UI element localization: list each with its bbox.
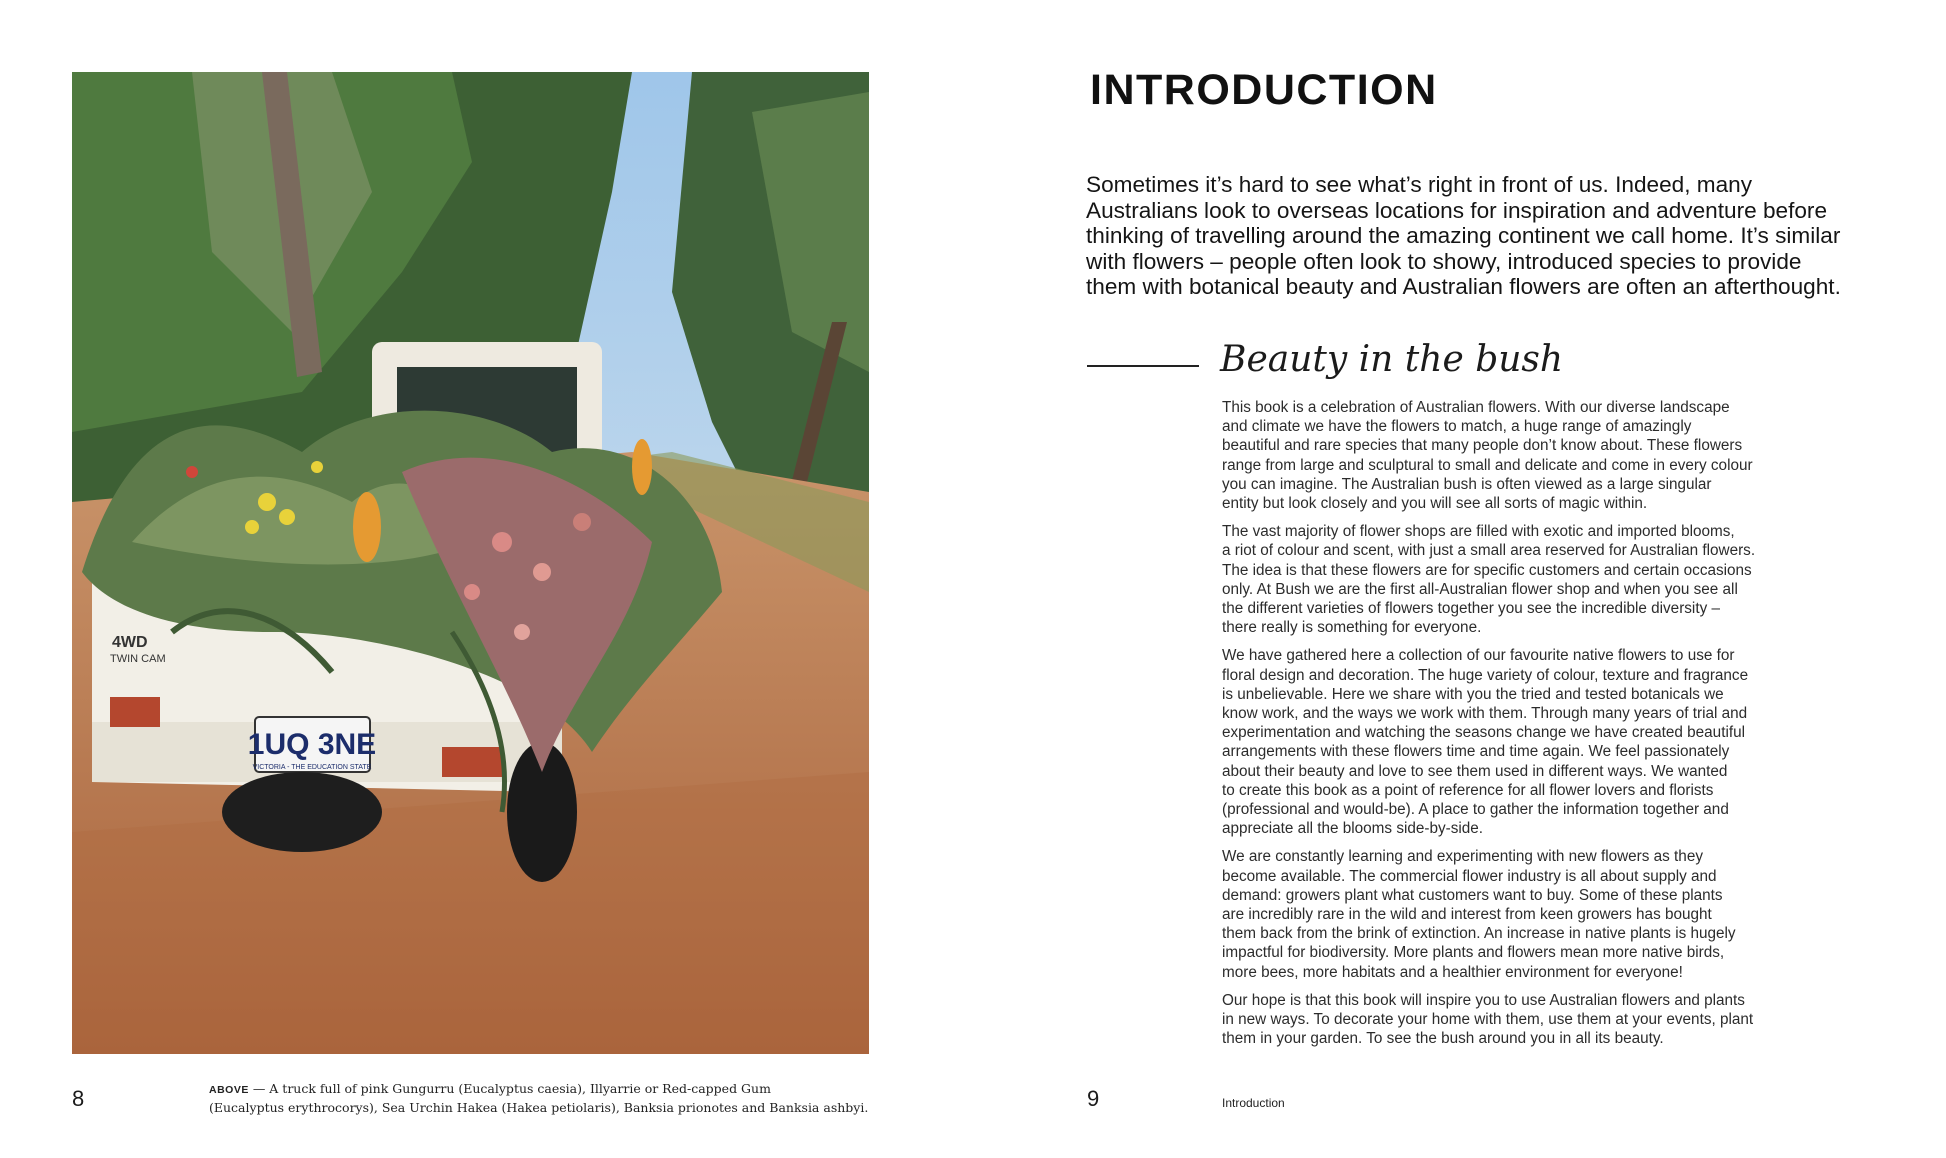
body-line: them back from the brink of extinction. An increase in native plants is hugely (1222, 925, 1736, 943)
body-line: entity but look closely and you will see all sorts of magic within. (1222, 495, 1648, 513)
lead-line: Australians look to overseas locations for inspiration and adventure before (1086, 197, 1828, 223)
section-rule (1087, 365, 1199, 367)
license-plate-subtext: VICTORIA - THE EDUCATION STATE (252, 764, 372, 771)
body-line: is unbelievable. Here we share with you the tried and tested botanicals we (1222, 685, 1724, 703)
body-line: you can imagine. The Australian bush is often viewed as a large singular (1222, 475, 1712, 493)
body-line: appreciate all the blooms side-by-side. (1222, 820, 1484, 838)
body-line: beautiful and rare species that many people don’t know about. These flowers (1222, 437, 1743, 455)
body-line: range from large and sculptural to small and delicate and come in every colour (1222, 456, 1753, 474)
photo-caption (209, 1080, 869, 1116)
body-paragraph (1222, 847, 1822, 981)
body-line: We have gathered here a collection of our favourite native flowers to use for (1222, 647, 1735, 665)
body-line: about their beauty and love to see them used in different ways. We wanted (1222, 762, 1728, 780)
body-paragraph (1222, 991, 1822, 1049)
lead-line: Sometimes it’s hard to see what’s right in front of us. Indeed, many (1086, 172, 1753, 197)
body-line: know work, and the ways we work with them. Through many years of trial and (1222, 705, 1748, 723)
body-line: the different varieties of flowers together you see the incredible diversity – (1222, 600, 1720, 618)
page-number-left: 8 (72, 1086, 85, 1111)
body-line: This book is a celebration of Australian flowers. With our diverse landscape (1222, 399, 1730, 416)
body-line: The vast majority of flower shops are filled with exotic and imported blooms, (1222, 523, 1735, 541)
body-line: We are constantly learning and experimenting with new flowers as they (1222, 848, 1703, 866)
lead-line: thinking of travelling around the amazing continent we call home. It’s similar (1086, 223, 1841, 249)
caption-line-1: — A truck full of pink Gungurru (Eucalyptus caesia), Illyarrie or Red-capped Gum (248, 1081, 771, 1096)
body-line: impactful for biodiversity. More plants and flowers mean more native birds, (1222, 944, 1725, 962)
caption-line-2: (Eucalyptus erythrocorys), Sea Urchin Hakea (Hakea petiolaris), Banksia prionotes and Banksia ashbyi. (209, 1100, 869, 1115)
body-line: demand: growers plant what customers want to buy. Some of these plants (1222, 886, 1723, 904)
license-plate: 1UQ 3NE (247, 728, 377, 761)
body-line: floral design and decoration. The huge variety of colour, texture and fragrance (1222, 666, 1749, 684)
body-line: in new ways. To decorate your home with them, use them at your events, plant (1222, 1011, 1754, 1029)
body-line: Our hope is that this book will inspire you to use Australian flowers and plants (1222, 991, 1745, 1009)
body-line: a riot of colour and scent, with just a small area reserved for Australian flowers. (1222, 542, 1756, 560)
body-line: arrangements with these flowers time and time again. We feel passionately (1222, 743, 1730, 761)
lead-line: them with botanical beauty and Australian flowers are often an afterthought. (1086, 274, 1841, 300)
intro-lead-paragraph (1086, 172, 1886, 300)
truck-with-native-flowers-photo (72, 72, 869, 1054)
lead-line: with flowers – people often look to showy, introduced species to provide (1086, 248, 1802, 274)
page-number-right: 9 (1087, 1086, 1100, 1111)
body-paragraph (1222, 646, 1822, 838)
body-line: them in your garden. To see the bush around you in all its beauty. (1222, 1030, 1664, 1048)
body-line: are incredibly rare in the wild and interest from keen growers has bought (1222, 906, 1712, 924)
body-line: there really is something for everyone. (1222, 619, 1482, 637)
body-line: (professional and would-be). A place to gather the information together and (1222, 801, 1729, 819)
body-line: more bees, more habitats and a healthier environment for everyone! (1222, 963, 1683, 981)
body-paragraph (1222, 398, 1822, 513)
truck-badge: 4WD (112, 634, 148, 651)
body-line: become available. The commercial flower industry is all about supply and (1222, 867, 1717, 885)
body-line: and climate we have the flowers to match, a huge range of amazingly (1222, 418, 1692, 436)
body-line: only. At Bush we are the first all-Australian flower shop and when you see all (1222, 580, 1738, 598)
chapter-title: INTRODUCTION (1090, 66, 1438, 114)
body-text (1222, 398, 1822, 1058)
running-head: Introduction (1222, 1096, 1285, 1110)
body-paragraph (1222, 522, 1822, 637)
truck-flowers-photo (72, 72, 869, 1054)
body-line: experimentation and watching the seasons change we have created beautiful (1222, 724, 1745, 742)
truck-model-text: TWIN CAM (110, 653, 166, 665)
body-line: The idea is that these flowers are for specific customers and certain occasions (1222, 561, 1752, 579)
body-line: to create this book as a point of reference for all flower lovers and florists (1222, 781, 1714, 799)
caption-lead: ABOVE (209, 1084, 249, 1096)
section-subtitle: Beauty in the bush (1220, 339, 1564, 380)
